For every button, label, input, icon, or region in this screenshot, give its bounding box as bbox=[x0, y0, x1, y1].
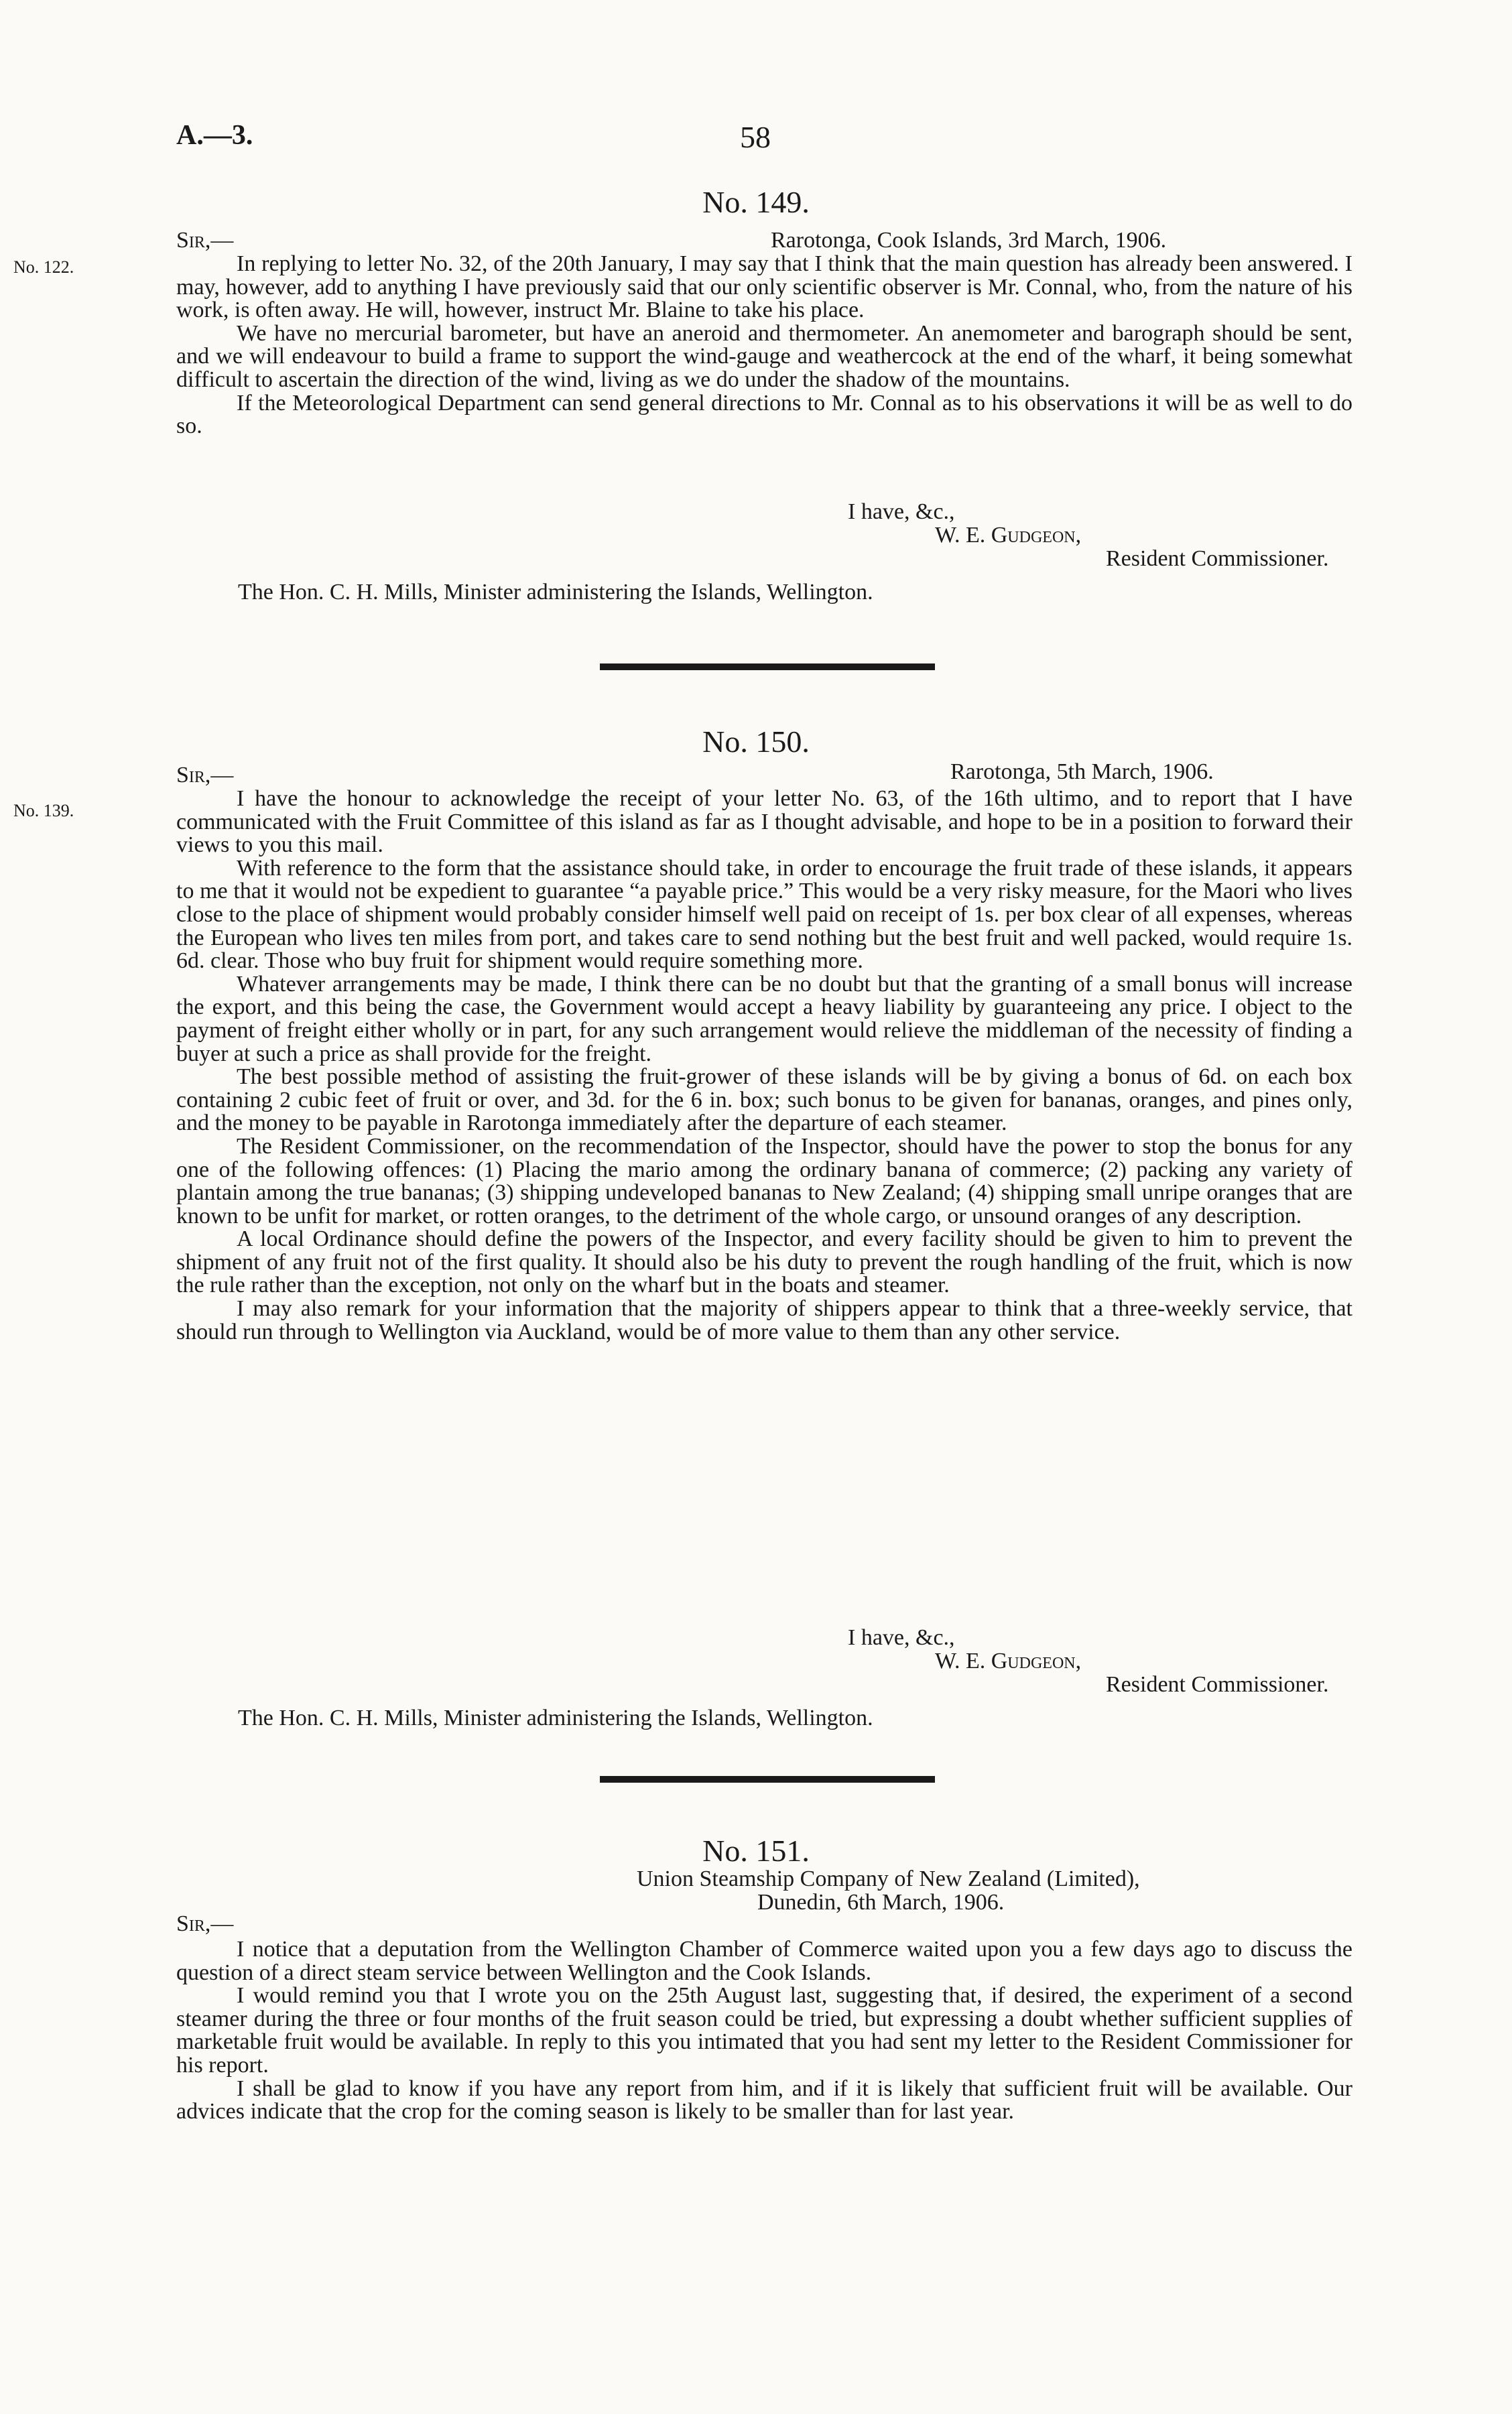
signer-150: W. E. Gudgeon, bbox=[935, 1649, 1082, 1673]
signer-149: W. E. Gudgeon, bbox=[935, 523, 1082, 548]
letter-body-149 bbox=[176, 253, 1352, 438]
letter-number-151: No. 151. bbox=[702, 1834, 810, 1868]
paragraph: In replying to letter No. 32, of the 20th January, I may say that I think that the main question has already been answered. I may, however, add to anything I have previously said that our only scientific observer is Mr. Connal, who, from the nature of his work, is often away. He will, however, instruct Mr. Blaine to take his place. bbox=[176, 251, 1352, 323]
addressee-150: The Hon. C. H. Mills, Minister administering the Islands, Wellington. bbox=[238, 1706, 873, 1730]
paragraph: I notice that a deputation from the Wellington Chamber of Commerce waited upon you a few days ago to discuss the question of a direct steam service between Wellington and the Cook Islands. bbox=[176, 1937, 1352, 1985]
signer-title-149: Resident Commissioner. bbox=[1106, 546, 1329, 571]
letter-body-150 bbox=[176, 787, 1352, 1344]
section-divider bbox=[600, 663, 935, 670]
paragraph: The Resident Commissioner, on the recommendation of the Inspector, should have the power to stop the bonus for any one of the following offences: (1) Placing the mario among the ordinary banana of commerce; (2) packing any variety of plantain among the true bananas; (3) shipping undeveloped bananas to New Zealand; (4) shipping small unripe oranges that are known to be unfit for market, or rotten oranges, to the detriment of the whole cargo, or unsound oranges of any description. bbox=[176, 1133, 1352, 1228]
paragraph: Whatever arrangements may be made, I think there can be no doubt but that the granting of a small bonus will increase the export, and this being the case, the Government would accept a heavy liability by guaranteeing any price. I object to the payment of freight either wholly or in part, for any such arrangement would relieve the middleman of the necessity of finding a buyer at such a price as shall provide for the freight. bbox=[176, 971, 1352, 1066]
paragraph: A local Ordinance should define the powers of the Inspector, and every facility should be given to him to prevent the shipment of any fruit not of the first quality. It should also be his duty to prevent the rough handling of the fruit, which is now the rule rather than the exception, not only on the wharf but in the boats and steamer. bbox=[176, 1226, 1352, 1298]
paragraph: The best possible method of assisting the fruit-grower of these islands will be by giving a bonus of 6d. on each box containing 2 cubic feet of fruit or over, and 3d. for the 6 in. box; such bonus to be given for bananas, oranges, and pines only, and the money to be payable in Rarotonga immediately after the departure of each steamer. bbox=[176, 1064, 1352, 1136]
paragraph: I have the honour to acknowledge the receipt of your letter No. 63, of the 16th ultimo, and to report that I have communicated with the Fruit Committee of this island as far as I thought advisable, and hope to be in a position to forward their views to you this mail. bbox=[176, 786, 1352, 858]
page-number: 58 bbox=[740, 120, 771, 154]
place-date-151: Dunedin, 6th March, 1906. bbox=[757, 1890, 1005, 1915]
addressee-149: The Hon. C. H. Mills, Minister administering the Islands, Wellington. bbox=[238, 580, 873, 605]
signer-title-150: Resident Commissioner. bbox=[1106, 1672, 1329, 1697]
closing-149: I have, &c., bbox=[848, 499, 955, 524]
page-header-reference: A.—3. bbox=[176, 120, 253, 151]
salutation-149: Sir,— bbox=[176, 228, 234, 253]
paragraph: I may also remark for your information that the majority of shippers appear to think that a three-weekly service, that should run through to Wellington via Auckland, would be of more value to them than any other service. bbox=[176, 1296, 1352, 1344]
closing-150: I have, &c., bbox=[848, 1625, 955, 1650]
paragraph: I would remind you that I wrote you on the 25th August last, suggesting that, if desired, the experiment of a second steamer during the three or four months of the fruit season could be tried, but expressing a doubt whether sufficient supplies of marketable fruit would be available. In reply to this you intimated that you had sent my letter to the Resident Commissioner for his report. bbox=[176, 1983, 1352, 2078]
section-divider bbox=[600, 1776, 935, 1783]
letter-number-150: No. 150. bbox=[702, 724, 810, 759]
salutation-151: Sir,— bbox=[176, 1911, 234, 1936]
paragraph: With reference to the form that the assistance should take, in order to encourage the fruit trade of these islands, it appears to me that it would not be expedient to guarantee “a payable price.” This would be a very risky measure, for the Maori who lives close to the place of shipment would probably consider himself well paid on receipt of 1s. per box clear of all expenses, whereas the European who lives ten miles from port, and takes care to send nothing but the best fruit and well packed, would require 1s. 6d. clear. Those who buy fruit for shipment would require something more. bbox=[176, 855, 1352, 974]
letter-number-149: No. 149. bbox=[702, 185, 810, 219]
paragraph: We have no mercurial barometer, but have an aneroid and thermometer. An anemometer and barograph should be sent, and we will endeavour to build a frame to support the wind-gauge and weathercock at the end of the wharf, it being somewhat difficult to ascertain the direction of the wind, living as we do under the shadow of the mountains. bbox=[176, 320, 1352, 392]
margin-reference-149: No. 122. bbox=[13, 257, 74, 277]
place-line-151: Union Steamship Company of New Zealand (Limited), bbox=[637, 1866, 1140, 1891]
paragraph: If the Meteorological Department can send general directions to Mr. Connal as to his observations it will be as well to do so. bbox=[176, 390, 1352, 439]
letter-body-151 bbox=[176, 1938, 1352, 2124]
margin-reference-150: No. 139. bbox=[13, 801, 74, 820]
place-date-149: Rarotonga, Cook Islands, 3rd March, 1906. bbox=[771, 228, 1167, 253]
salutation-150: Sir,— bbox=[176, 763, 234, 787]
paragraph: I shall be glad to know if you have any report from him, and if it is likely that sufficient fruit will be available. Our advices indicate that the crop for the coming season is likely to be smaller than for last year. bbox=[176, 2076, 1352, 2124]
place-date-150: Rarotonga, 5th March, 1906. bbox=[950, 759, 1214, 784]
